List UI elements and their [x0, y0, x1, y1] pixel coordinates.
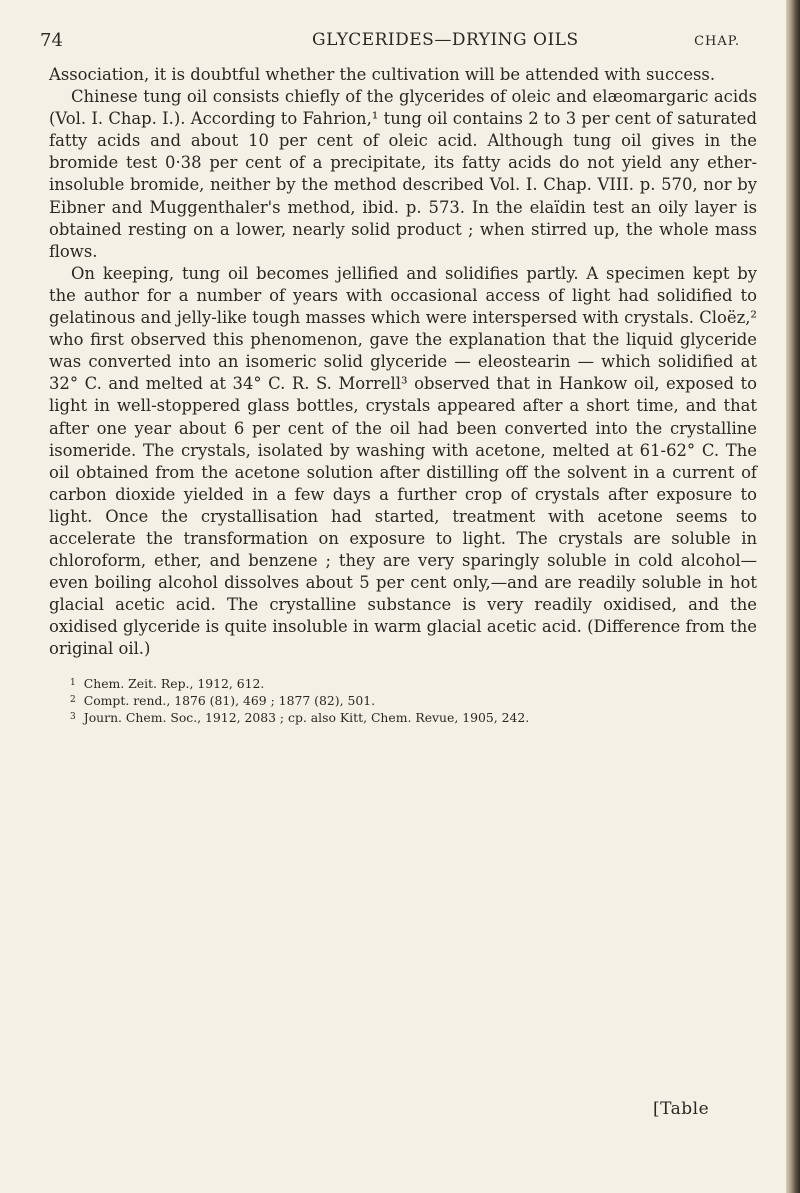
- footnote-2-mark: 2: [70, 695, 76, 705]
- page-number: 74: [40, 30, 63, 51]
- paragraph-1: Association, it is doubtful whether the cultivation will be attended with success.: [49, 65, 716, 84]
- page-header: [40, 30, 740, 54]
- footnotes: [70, 675, 750, 726]
- footnote-3-text: Journ. Chem. Soc., 1912, 2083 ; cp. also Kitt, Chem. Revue, 1905, 242.: [83, 710, 530, 725]
- running-head: GLYCERIDES—DRYING OILS: [312, 30, 579, 50]
- footnote-3-mark: 3: [70, 712, 76, 722]
- footnote-3: [70, 709, 750, 726]
- footnote-1-mark: 1: [70, 678, 76, 688]
- paragraph-3: On keeping, tung oil becomes jellified and solidifies partly. A specimen kept by the author for a number of years with occasional access of light had solidified to gelatinous and jelly-like tough masses which were interspersed with crystals. Cloëz,² who first observed this phenomenon, gave the explanation that the liquid glyceride was converted into an isomeric solid glyceride — eleostearin — which solidified at 32° C. and melted at 34° C. R. S. Morrell³ observed that in Hankow oil, exposed to light in well-stoppered glass bottles, crystals appeared after a short time, and that after one year about 6 per cent of the oil had been converted into the crystalline isomeride. The crystals, isolated by washing with acetone, melted at 61-62° C. The oil obtained from the acetone solution after distilling off the solvent in a current of carbon dioxide yielded in a few days a further crop of crystals after exposure to light. Once the crystallisation had started, treatment with acetone seems to accelerate the transformation on exposure to light. The crystals are soluble in chloroform, ether, and benzene ; they are very sparingly soluble in cold alcohol—even boiling alcohol dissolves about 5 per cent only,—and are readily soluble in hot glacial acetic acid. The crystalline substance is very readily oxidised, and the oxidised glyceride is quite insoluble in warm glacial acetic acid. (Difference from the original oil.): [49, 263, 757, 659]
- footnote-1: [70, 675, 750, 692]
- body-text: [49, 64, 757, 661]
- paragraph-2: Chinese tung oil consists chiefly of the glycerides of oleic and elæomargaric acids (Vol. I. Chap. I.). According to Fahrion,¹ tung oil contains 2 to 3 per cent of saturated fatty acids and about 10 per cent of oleic acid. Although tung oil gives in the bromide test 0·38 per cent of a precipitate, its fatty acids do not yield any ether-insoluble bromide, neither by the method described Vol. I. Chap. VIII. p. 570, nor by Eibner and Muggenthaler's method, ibid. p. 573. In the elaïdin test an oily layer is obtained resting on a lower, nearly solid product ; when stirred up, the whole mass flows.: [49, 87, 757, 261]
- footnote-1-text: Chem. Zeit. Rep., 1912, 612.: [83, 676, 265, 691]
- footnote-2: [70, 692, 750, 709]
- chapter-label: CHAP.: [694, 34, 740, 49]
- catchword: [Table: [653, 1099, 710, 1119]
- footnote-2-text: Compt. rend., 1876 (81), 469 ; 1877 (82), 501.: [83, 693, 376, 708]
- page-spine-shadow: [786, 0, 800, 1193]
